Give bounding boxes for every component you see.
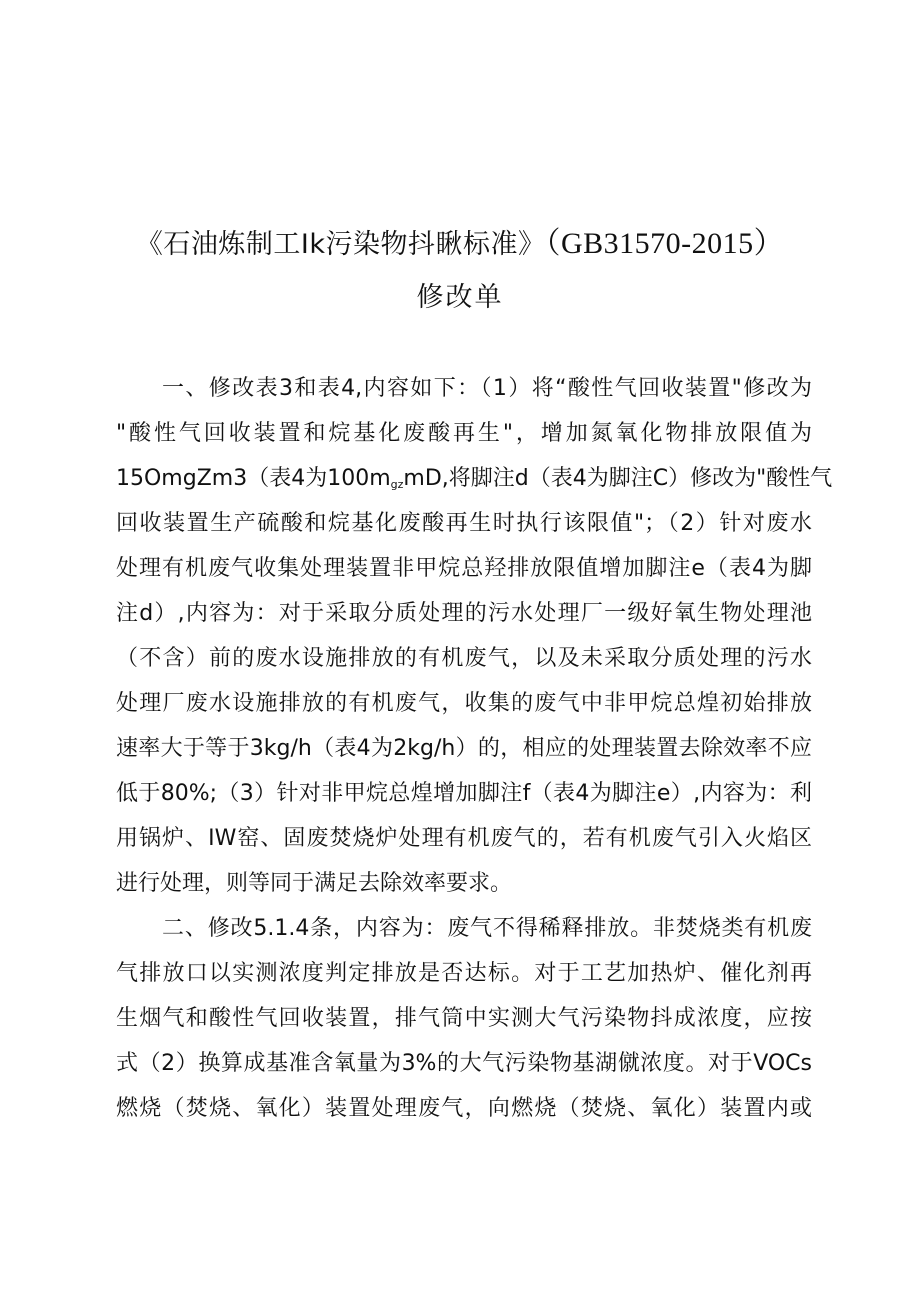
text-line: 回收装置生产硫酸和烷基化废酸再生时执行该限值"；（2）针对废水 — [116, 511, 812, 536]
text-line: 一、修改表3和表4,内容如下：（1）将“酸性气回收装置"修改为 — [162, 376, 812, 401]
text-line: 处理有机废气收集处理装置非甲烷总羟排放限值增加脚注e（表4为脚 — [116, 556, 812, 581]
text-segment: mD,将脚注d（表4为脚注C）修改为"酸性气 — [403, 466, 833, 491]
paragraph-1 — [116, 366, 833, 906]
text-line: 进行处理，则等同于满足去除效率要求。 — [116, 871, 513, 896]
subscript-text: gz — [390, 478, 404, 491]
document-subtitle: 修改单 — [416, 282, 504, 313]
text-line: 速率大于等于3kg/h（表4为2kg/h）的，相应的处理装置去除效率不应 — [116, 736, 812, 761]
text-line: 气排放口以实测浓度判定排放是否达标。对于工艺加热炉、催化剂再 — [116, 961, 812, 986]
text-line-with-subscript — [116, 456, 833, 501]
document-title — [0, 222, 920, 267]
text-line: 式（2）换算成基准含氧量为3%的大气污染物基湖僦浓度。对于VOCs — [116, 1051, 812, 1076]
text-line: 燃烧（焚烧、氧化）装置处理废气，向燃烧（焚烧、氧化）装置内或 — [116, 1096, 812, 1121]
title-standard-code: （GB31570-2015） — [545, 227, 785, 260]
title-main: 《石油炼制工Ik污染物抖瞅标准》 — [135, 229, 546, 260]
text-line: （不含）前的废水设施排放的有机废气，以及未采取分质处理的污水 — [116, 646, 812, 671]
text-line: 注d）,内容为：对于采取分质处理的污水处理厂一级好氧生物处理池 — [116, 601, 812, 626]
paragraph-2 — [116, 906, 812, 1131]
text-line: 处理厂废水设施排放的有机废气，收集的废气中非甲烷总煌初始排放 — [116, 691, 812, 716]
text-line: 低于80%;（3）针对非甲烷总煌增加脚注f（表4为脚注e）,内容为：利 — [116, 781, 812, 806]
text-line: "酸性气回收装置和烷基化废酸再生"，增加氮氧化物排放限值为 — [116, 421, 812, 446]
text-segment: 15OmgZm3（表4为100m — [116, 466, 391, 491]
text-line: 用锅炉、IW窑、固废焚烧炉处理有机废气的，若有机废气引入火焰区 — [116, 826, 812, 851]
text-line: 二、修改5.1.4条，内容为：废气不得稀释排放。非焚烧类有机废 — [162, 916, 812, 941]
text-line: 生烟气和酸性气回收装置，排气筒中实测大气污染物抖成浓度，应按 — [116, 1006, 812, 1031]
